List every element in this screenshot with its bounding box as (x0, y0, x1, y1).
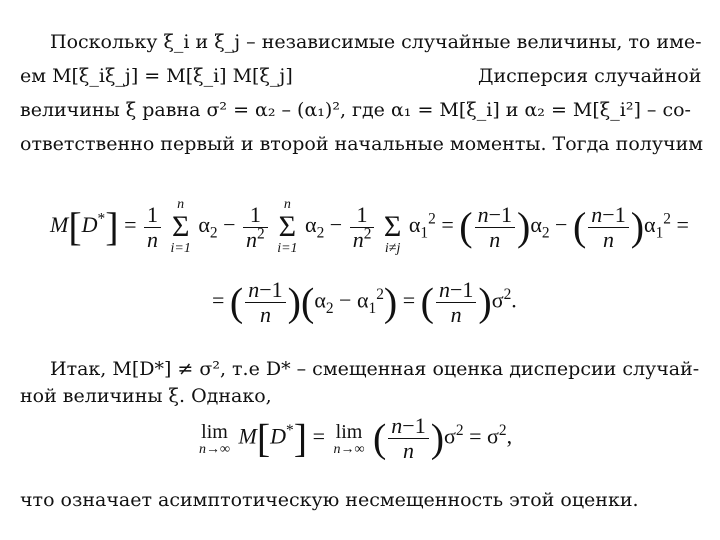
limit-operator: lim n→∞ (333, 420, 365, 457)
fraction: $\frac{n-1}{n}$ (475, 203, 515, 252)
fraction: $\frac{1}{n}$ (144, 203, 161, 252)
paragraph-1-line-2-left: ем M[ξ_iξ_j] = M[ξ_i] M[ξ_j] (20, 65, 293, 87)
fraction: $\frac{n-1}{n}$ (245, 278, 285, 327)
paragraph-1-line-1: Поскольку ξ_i и ξ_j – независимые случайные величины, то име- (50, 31, 702, 53)
conclusion-line: что означает асимптотическую несмещенность этой оценки. (20, 489, 639, 511)
sum-symbol: n Σ i=1 (170, 197, 191, 256)
fraction: $\frac{1}{n^2}$ (350, 203, 375, 252)
fraction: $\frac{n-1}{n}$ (388, 414, 428, 463)
paragraph-1-line-3: величины ξ равна σ² = α₂ – (α₁)², где α₁ = M[ξ_i] и α₂ = M[ξ_i²] – со- (20, 99, 691, 121)
sum-symbol: n Σ i=1 (277, 197, 298, 256)
paragraph-1-line-4: ответственно первый и второй начальные моменты. Тогда получим (20, 133, 704, 155)
limit-operator: lim n→∞ (199, 420, 230, 457)
paragraph-1-line-2-right: Дисперсия случайной (478, 65, 702, 87)
fraction: $\frac{n-1}{n}$ (436, 278, 476, 327)
paragraph-2-line-1: Итак, M[D*] ≠ σ², т.е D* – смещенная оценка дисперсии случай- (50, 358, 700, 380)
equation-limit: lim n→∞ M[D*] = lim n→∞ ( $\frac{n-1}{n}$ )$\sigma^2 = \sigma^2$, (199, 413, 513, 463)
equation-expected-variance: M[D*] = $\frac{1}{n}$ n Σ i=1 $\alpha_2$ − $\frac{1}{n^2}$ n Σ i=1 $\alpha_2$ − $\frac{1}{n^2}$ Σ i≠j $\alpha_1^2$ = ( $\frac{n-1}{n}$ )$\alpha_2$ − ( $\frac{n-1}{n}$ )$\alpha_1^2$ = (50, 197, 689, 256)
sum-symbol: Σ i≠j (383, 210, 402, 256)
paragraph-2-line-2: ной величины ξ. Однако, (20, 385, 272, 407)
equation-expected-variance-continued: = ( $\frac{n-1}{n}$ )$(\alpha_2 - \alpha_1^2)$ = ( $\frac{n-1}{n}$ )$\sigma^2$. (212, 277, 517, 327)
fraction: $\frac{1}{n^2}$ (243, 203, 268, 252)
fraction: $\frac{n-1}{n}$ (588, 203, 628, 252)
